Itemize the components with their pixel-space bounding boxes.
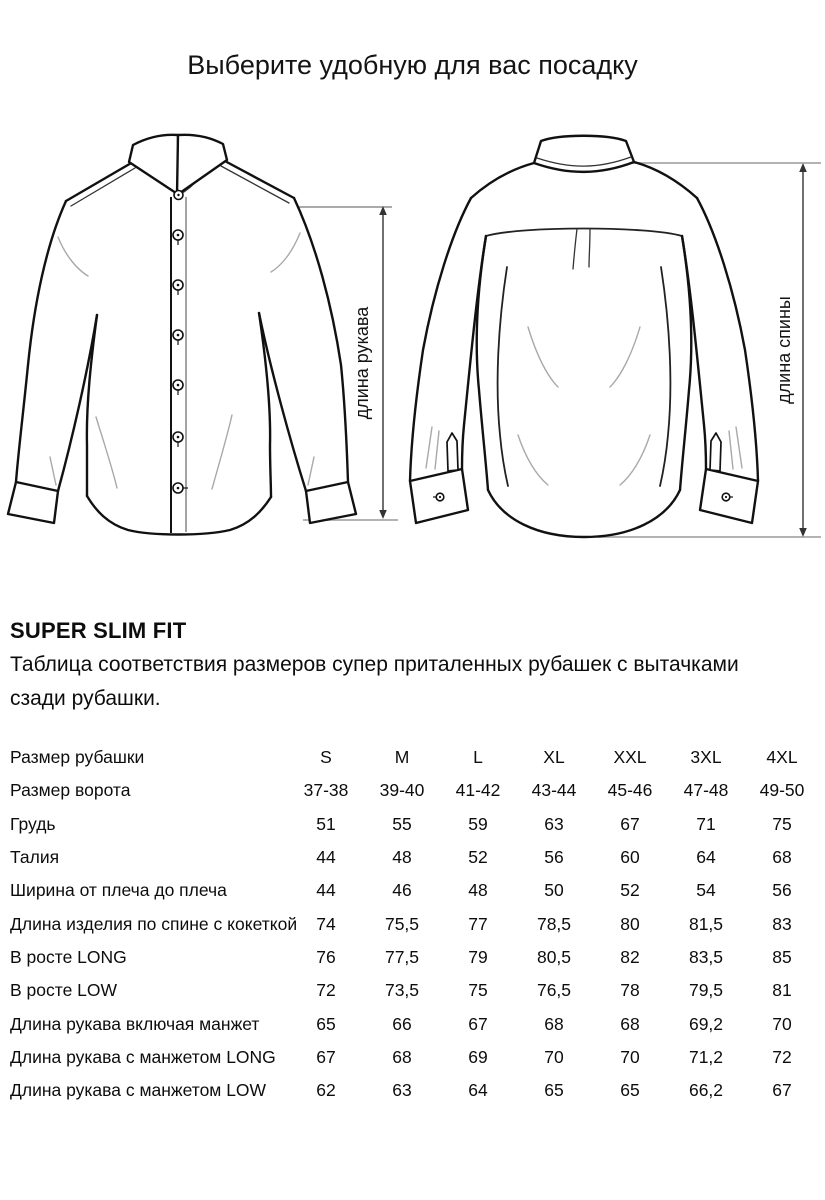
table-row [10, 808, 820, 841]
table-row [10, 874, 820, 907]
size-value: 69,2 [688, 1013, 724, 1034]
row-label: Длина изделия по спине с кокеткой [10, 913, 298, 934]
size-value: 81 [772, 980, 792, 1001]
size-value: 77,5 [384, 946, 420, 967]
size-value: 52 [620, 880, 640, 901]
row-label: Длина рукава с манжетом LONG [10, 1046, 276, 1067]
size-value: S [320, 747, 332, 768]
size-value: 77 [468, 913, 488, 934]
size-value: 67 [316, 1046, 336, 1067]
shirt-diagrams [0, 105, 825, 565]
size-value: 56 [544, 847, 564, 868]
size-value: 67 [772, 1080, 792, 1101]
size-value: 68 [392, 1046, 412, 1067]
row-label: Длина рукава включая манжет [10, 1013, 260, 1034]
size-value: 45-46 [607, 780, 653, 801]
row-label: В росте LOW [10, 980, 118, 1001]
size-value: 63 [392, 1080, 412, 1101]
size-value: 79,5 [688, 980, 724, 1001]
row-label: Размер ворота [10, 780, 131, 801]
size-value: 80 [620, 913, 640, 934]
size-value: 41-42 [455, 780, 501, 801]
size-value: 76,5 [536, 980, 572, 1001]
size-value: 76 [316, 946, 336, 967]
size-value: 64 [696, 847, 716, 868]
size-value: 66,2 [688, 1080, 724, 1101]
table-row [10, 774, 820, 807]
size-value: 48 [392, 847, 412, 868]
size-value: 70 [544, 1046, 564, 1067]
size-value: 43-44 [531, 780, 577, 801]
size-value: 44 [316, 880, 336, 901]
size-value: 46 [392, 880, 412, 901]
size-value: 75 [772, 813, 792, 834]
size-value: 44 [316, 847, 336, 868]
size-value: 52 [468, 847, 488, 868]
size-value: 48 [468, 880, 488, 901]
size-value: 62 [316, 1080, 336, 1101]
table-row [10, 841, 820, 874]
size-value: 63 [544, 813, 564, 834]
size-value: 65 [544, 1080, 564, 1101]
size-value: 71 [696, 813, 716, 834]
size-value: 74 [316, 913, 336, 934]
size-value: 67 [620, 813, 640, 834]
fit-heading: SUPER SLIM FIT [10, 618, 187, 643]
table-row [10, 1007, 820, 1040]
size-table [10, 741, 820, 1107]
size-value: 65 [316, 1013, 336, 1034]
row-label: Ширина от плеча до плеча [10, 880, 227, 901]
size-value: XL [543, 747, 565, 768]
size-value: 68 [544, 1013, 564, 1034]
size-value: 81,5 [688, 913, 724, 934]
table-row [10, 974, 820, 1007]
size-value: 71,2 [688, 1046, 724, 1067]
row-label: Грудь [10, 813, 56, 834]
front-shirt-drawing [8, 135, 356, 535]
size-value: 59 [468, 813, 488, 834]
size-value: 82 [620, 946, 640, 967]
size-value: 64 [468, 1080, 488, 1101]
size-value: 4XL [766, 747, 798, 768]
size-value: M [394, 747, 410, 768]
size-value: 65 [620, 1080, 640, 1101]
size-value: 56 [772, 880, 792, 901]
table-row [10, 1074, 820, 1107]
back-length-label: длина спины [773, 296, 794, 404]
size-value: 68 [620, 1013, 640, 1034]
size-value: 3XL [690, 747, 722, 768]
size-value: 60 [620, 847, 640, 868]
size-value: 75 [468, 980, 488, 1001]
size-value: 67 [468, 1013, 488, 1034]
size-value: 54 [696, 880, 716, 901]
row-label: Талия [10, 847, 60, 868]
table-row [10, 741, 820, 774]
size-value: 78 [620, 980, 640, 1001]
size-value: 85 [772, 946, 792, 967]
sleeve-length-label: длина рукава [351, 306, 372, 420]
size-value: 47-48 [683, 780, 729, 801]
size-value: 72 [772, 1046, 792, 1067]
size-value: 66 [392, 1013, 412, 1034]
size-value: L [473, 747, 483, 768]
size-value: 69 [468, 1046, 488, 1067]
row-label: Длина рукава с манжетом LOW [10, 1080, 267, 1101]
size-value: 78,5 [536, 913, 572, 934]
size-value: 73,5 [384, 980, 420, 1001]
fit-description: Таблица соответствия размеров супер приталенных рубашек с вытачками сзади рубашки. [10, 653, 739, 710]
page-title: Выберите удобную для вас посадку [187, 50, 638, 80]
size-value: 80,5 [536, 946, 572, 967]
size-value: 79 [468, 946, 488, 967]
back-shirt-drawing [410, 136, 758, 537]
size-value: 72 [316, 980, 336, 1001]
size-value: 70 [620, 1046, 640, 1067]
sleeve-length-measure [352, 206, 387, 519]
size-value: 83 [772, 913, 792, 934]
row-label: В росте LONG [10, 946, 127, 967]
back-length-measure [774, 163, 807, 537]
size-value: 39-40 [379, 780, 425, 801]
size-value: 68 [772, 847, 792, 868]
size-value: 75,5 [384, 913, 420, 934]
table-row [10, 941, 820, 974]
size-value: 51 [316, 813, 336, 834]
size-value: 70 [772, 1013, 792, 1034]
table-row [10, 1041, 820, 1074]
size-value: 55 [392, 813, 412, 834]
size-value: 50 [544, 880, 564, 901]
size-value: 37-38 [303, 780, 349, 801]
row-label: Размер рубашки [10, 747, 145, 768]
table-row [10, 907, 820, 940]
size-value: XXL [613, 747, 647, 768]
size-value: 83,5 [688, 946, 724, 967]
size-value: 49-50 [759, 780, 805, 801]
